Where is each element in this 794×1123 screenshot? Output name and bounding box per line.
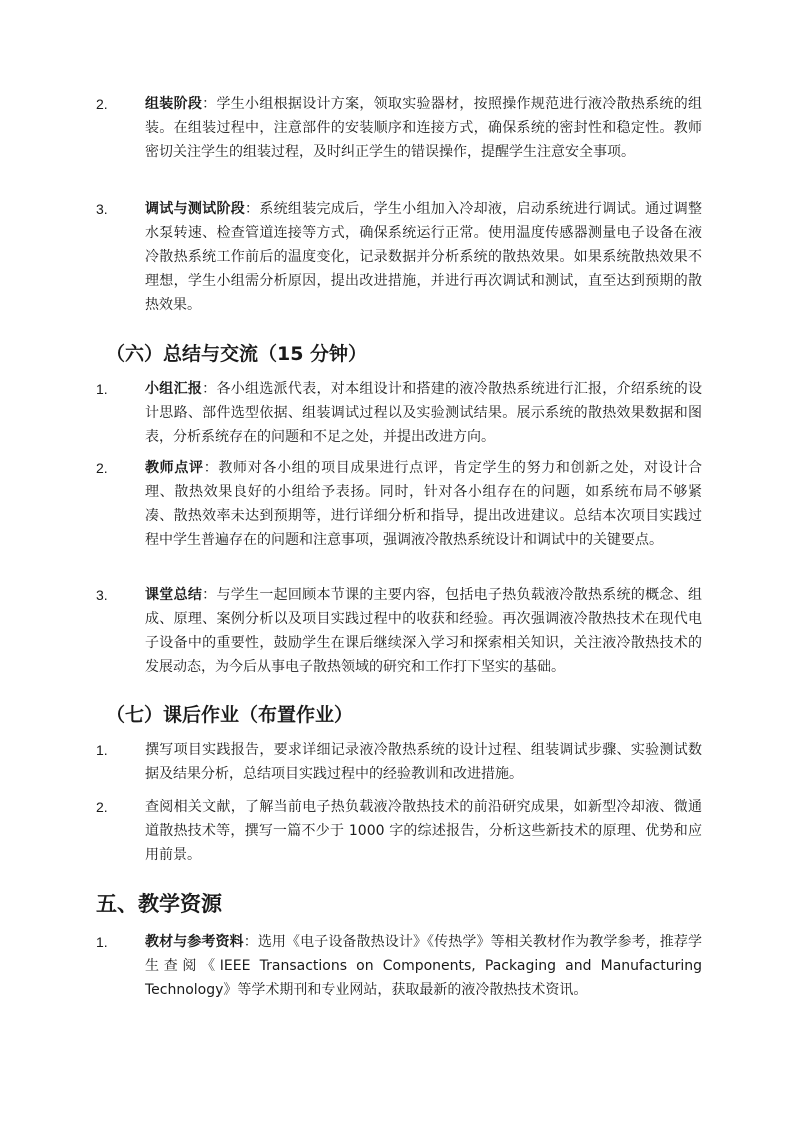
list-item <box>96 92 702 164</box>
list-number: 2. <box>96 460 108 476</box>
list-text: 教材与参考资料：选用《电子设备散热设计》《传热学》等相关教材作为教学参考，推荐学生查阅《IEEE Transactions on Components, Packaging and Manufacturing Technology》等学术期刊和专业网站，获取最新的液冷散热技术资讯。 <box>145 934 702 998</box>
list-text: 教师点评：教师对各小组的项目成果进行点评，肯定学生的努力和创新之处，对设计合理、散热效果良好的小组给予表扬。同时，针对各小组存在的问题，如系统布局不够紧凑、散热效率未达到预期等，进行详细分析和指导，提出改进建议。总结本次项目实践过程中学生普遍存在的问题和注意事项，强调液冷散热系统设计和调试中的关键要点。 <box>145 460 702 548</box>
list-text: 课堂总结：与学生一起回顾本节课的主要内容，包括电子热负载液冷散热系统的概念、组成、原理、案例分析以及项目实践过程中的收获和经验。再次强调液冷散热技术在现代电子设备中的重要性，鼓励学生在课后继续深入学习和探索相关知识，关注液冷散热技术的发展动态，为今后从事电子散热领域的研究和工作打下坚实的基础。 <box>145 587 703 675</box>
list-number: 2. <box>96 799 108 815</box>
item-title: 小组汇报 <box>145 381 203 397</box>
list-text: 撰写项目实践报告，要求详细记录液冷散热系统的设计过程、组装调试步骤、实验测试数据及结果分析，总结项目实践过程中的经验教训和改进措施。 <box>145 742 702 782</box>
list-item <box>96 738 702 786</box>
list-text: 组装阶段：学生小组根据设计方案，领取实验器材，按照操作规范进行液冷散热系统的组装。在组装过程中，注意部件的安装顺序和连接方式，确保系统的密封性和稳定性。教师密切关注学生的组装过程，及时纠正学生的错误操作，提醒学生注意安全事项。 <box>145 96 703 160</box>
list-item <box>96 795 702 867</box>
list-text: 调试与测试阶段：系统组装完成后，学生小组加入冷却液，启动系统进行调试。通过调整水泵转速、检查管道连接等方式，确保系统运行正常。使用温度传感器测量电子设备在液冷散热系统工作前后的温度变化，记录数据并分析系统的散热效果。如果系统散热效果不理想，学生小组需分析原因，提出改进措施，并进行再次调试和测试，直至达到预期的散热效果。 <box>145 201 703 313</box>
list-item <box>96 930 702 1002</box>
item-title: 教材与参考资料 <box>145 934 244 950</box>
list-number: 1. <box>96 381 108 397</box>
item-title: 课堂总结 <box>145 587 203 603</box>
list-number: 1. <box>96 934 108 950</box>
item-title: 组装阶段 <box>145 96 203 112</box>
item-title: 教师点评 <box>145 460 204 476</box>
section-heading: （六）总结与交流（15 分钟） <box>106 343 368 365</box>
section-heading: （七）课后作业（布置作业） <box>106 704 354 726</box>
chapter-heading: 五、教学资源 <box>96 892 222 916</box>
item-title: 调试与测试阶段 <box>145 201 246 217</box>
list-number: 2. <box>96 96 108 112</box>
list-text: 查阅相关文献，了解当前电子热负载液冷散热技术的前沿研究成果，如新型冷却液、微通道散热技术等，撰写一篇不少于 1000 字的综述报告，分析这些新技术的原理、优势和应用前景。 <box>145 799 702 863</box>
list-item <box>96 583 702 679</box>
list-number: 3. <box>96 587 108 603</box>
list-item <box>96 197 702 317</box>
list-text: 小组汇报：各小组选派代表，对本组设计和搭建的液冷散热系统进行汇报，介绍系统的设计思路、部件选型依据、组装调试过程以及实验测试结果。展示系统的散热效果数据和图表，分析系统存在的问题和不足之处，并提出改进方向。 <box>145 381 703 445</box>
list-number: 1. <box>96 742 108 758</box>
list-item <box>96 456 702 552</box>
list-number: 3. <box>96 201 108 217</box>
list-item <box>96 377 702 449</box>
